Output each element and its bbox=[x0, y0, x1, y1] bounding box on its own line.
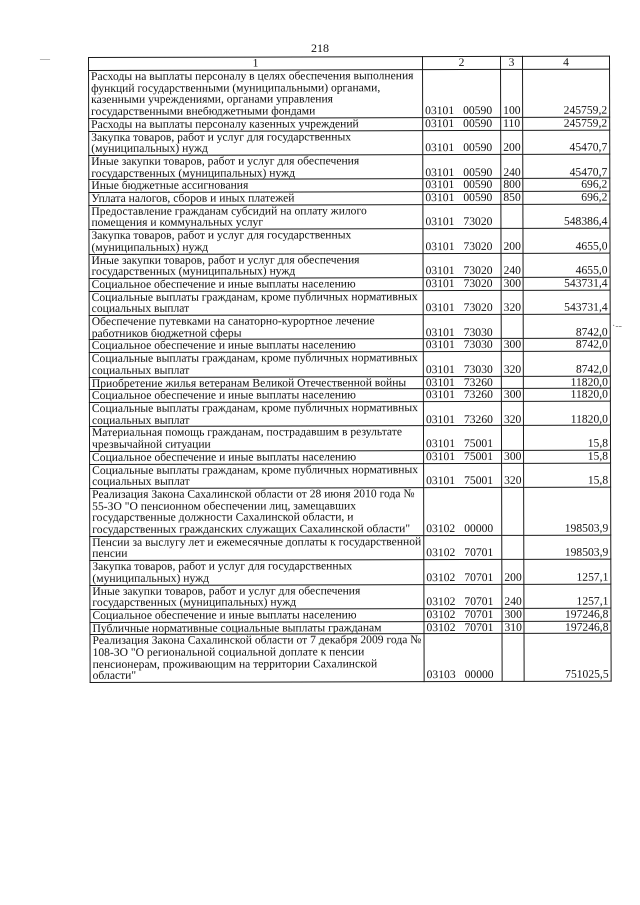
row-csr-part1: 03101 bbox=[425, 388, 455, 402]
row-sum: 8742,0 bbox=[523, 351, 610, 376]
row-target-article bbox=[424, 608, 502, 621]
row-expense-type: 200 bbox=[502, 559, 524, 583]
row-sum: 696,2 bbox=[523, 191, 610, 204]
row-expense-type: 320 bbox=[501, 290, 523, 314]
row-csr-part1: 03101 bbox=[425, 215, 455, 229]
row-target-article bbox=[424, 535, 502, 560]
row-csr-part1: 03102 bbox=[426, 570, 456, 584]
table-row bbox=[89, 351, 610, 377]
row-expense-type: 320 bbox=[502, 463, 524, 487]
row-name: Социальное обеспечение и иные выплаты населению bbox=[89, 389, 423, 403]
row-csr-part1: 03101 bbox=[425, 264, 455, 278]
row-name: Приобретение жилья ветеранам Великой Отечественной войны bbox=[89, 376, 423, 390]
row-name: Пенсии за выслугу лет и ежемесячные доплаты к государственной пенсии bbox=[90, 535, 424, 560]
row-csr-part1: 03101 bbox=[426, 449, 456, 463]
row-target-article bbox=[424, 560, 502, 585]
row-csr-part1: 03102 bbox=[426, 546, 456, 560]
row-csr-part1: 03101 bbox=[425, 141, 455, 155]
row-target-article bbox=[424, 487, 502, 535]
row-csr-part1: 03101 bbox=[425, 362, 455, 376]
row-csr-part2: 00590 bbox=[463, 165, 493, 179]
row-sum: 1257,1 bbox=[524, 584, 611, 609]
row-sum: 548386,4 bbox=[523, 204, 610, 229]
row-sum: 543731,4 bbox=[523, 290, 610, 315]
row-csr-part2: 73020 bbox=[463, 215, 493, 229]
row-expense-type: 300 bbox=[501, 277, 523, 290]
row-csr-part1: 03101 bbox=[426, 474, 456, 488]
row-sum: 751025,5 bbox=[524, 633, 611, 681]
row-target-article bbox=[423, 253, 501, 278]
row-name: Закупка товаров, работ и услуг для государственных (муниципальных) нужд bbox=[89, 229, 423, 254]
row-expense-type: 300 bbox=[501, 389, 523, 402]
row-csr-part1: 03101 bbox=[425, 375, 455, 389]
row-csr-part2: 73030 bbox=[463, 338, 493, 352]
table-row bbox=[90, 487, 611, 536]
row-sum: 1257,1 bbox=[524, 559, 611, 584]
row-csr-part2: 75001 bbox=[463, 437, 493, 451]
row-expense-type: 850 bbox=[501, 191, 523, 204]
row-expense-type: 240 bbox=[502, 584, 524, 608]
row-csr-part2: 00000 bbox=[464, 668, 494, 682]
row-csr-part2: 00000 bbox=[464, 521, 494, 536]
row-csr-part2: 73020 bbox=[463, 239, 493, 253]
table-row bbox=[89, 401, 610, 427]
row-expense-type bbox=[502, 634, 524, 682]
row-expense-type bbox=[502, 535, 524, 559]
row-csr-part2: 00590 bbox=[463, 104, 493, 118]
row-csr-part1: 03101 bbox=[425, 301, 455, 315]
row-name: Социальные выплаты гражданам, кроме публичных нормативных социальных выплат bbox=[89, 290, 423, 315]
row-expense-type: 310 bbox=[502, 621, 524, 634]
row-target-article bbox=[423, 277, 501, 290]
row-expense-type: 800 bbox=[501, 179, 523, 192]
row-sum: 4655,0 bbox=[523, 228, 610, 253]
row-csr-part2: 70701 bbox=[464, 546, 494, 560]
row-sum: 45470,7 bbox=[523, 130, 610, 155]
row-sum: 198503,9 bbox=[524, 487, 611, 535]
row-csr-part1: 03102 bbox=[426, 595, 456, 609]
row-csr-part1: 03101 bbox=[425, 437, 456, 451]
row-csr-part2: 00590 bbox=[463, 141, 493, 155]
row-csr-part1: 03103 bbox=[426, 668, 456, 682]
row-sum: 11820,0 bbox=[523, 388, 610, 401]
row-target-article bbox=[423, 290, 501, 315]
row-sum: 11820,0 bbox=[523, 376, 610, 389]
row-name: Социальное обеспечение и иные выплаты населению bbox=[89, 278, 423, 292]
row-name: Обеспечение путевками на санаторно-курортное лечение работников бюджетной сферы bbox=[89, 315, 423, 340]
row-expense-type bbox=[501, 314, 523, 338]
row-name: Социальное обеспечение и иные выплаты населению bbox=[90, 609, 424, 623]
row-sum: 45470,7 bbox=[523, 154, 610, 179]
table-row bbox=[90, 584, 611, 610]
row-csr-part2: 70701 bbox=[464, 607, 494, 621]
row-target-article bbox=[424, 463, 502, 488]
table-row bbox=[89, 228, 610, 254]
row-csr-part2: 73030 bbox=[463, 325, 493, 339]
table-row bbox=[90, 535, 611, 561]
table-row bbox=[89, 130, 610, 156]
margin-mark-right: ·-- bbox=[612, 321, 622, 332]
row-name: Реализация Закона Сахалинской области от 28 июня 2010 года № 55-ЗО "О пенсионном обеспечении лиц, замещавших государственные должности Сахалинской области, и государственных гражданских служащих Сахалинской области" bbox=[90, 488, 424, 537]
table-row bbox=[89, 426, 610, 452]
row-csr-part1: 03102 bbox=[426, 607, 456, 622]
row-csr-part1: 03101 bbox=[425, 325, 455, 339]
row-sum: 696,2 bbox=[523, 178, 610, 191]
row-sum: 15,8 bbox=[524, 463, 611, 488]
table-row bbox=[90, 463, 611, 489]
row-expense-type bbox=[502, 487, 524, 535]
row-target-article bbox=[424, 634, 502, 682]
row-expense-type: 240 bbox=[501, 253, 523, 277]
row-expense-type: 300 bbox=[501, 339, 523, 352]
row-name: Социальные выплаты гражданам, кроме публичных нормативных социальных выплат bbox=[89, 352, 423, 377]
row-csr-part2: 73030 bbox=[463, 362, 493, 376]
row-csr-part1: 03101 bbox=[425, 191, 455, 205]
row-name: Иные закупки товаров, работ и услуг для обеспечения государственных (муниципальных) нужд bbox=[89, 155, 423, 180]
row-csr-part2: 73260 bbox=[463, 412, 493, 426]
table-row bbox=[89, 253, 610, 279]
row-csr-part2: 00590 bbox=[463, 178, 493, 192]
row-csr-part1: 03101 bbox=[425, 338, 455, 352]
row-csr-part2: 75001 bbox=[464, 474, 494, 488]
row-csr-part1: 03102 bbox=[426, 522, 456, 536]
row-target-article bbox=[423, 376, 501, 389]
row-csr-part2: 75001 bbox=[464, 449, 494, 463]
row-sum: 15,8 bbox=[523, 426, 610, 451]
table-row bbox=[89, 314, 610, 340]
row-target-article bbox=[423, 339, 501, 352]
row-name: Реализация Закона Сахалинской области от 7 декабря 2009 года № 108-ЗО "О региональной социальной доплате к пенсии пенсионерам, проживающим на территории Сахалинской области" bbox=[90, 634, 424, 683]
row-target-article bbox=[423, 401, 501, 426]
row-name: Иные закупки товаров, работ и услуг для обеспечения государственных (муниципальных) нужд bbox=[90, 584, 424, 609]
row-expense-type bbox=[501, 426, 523, 450]
budget-table bbox=[88, 56, 612, 684]
row-sum: 11820,0 bbox=[523, 401, 610, 426]
row-csr-part1: 03101 bbox=[425, 412, 455, 426]
row-sum: 15,8 bbox=[524, 450, 611, 463]
table-body bbox=[89, 69, 612, 683]
row-csr-part1: 03101 bbox=[425, 178, 455, 192]
row-sum: 543731,4 bbox=[523, 277, 610, 290]
row-sum: 197246,8 bbox=[524, 621, 611, 634]
row-csr-part2: 73260 bbox=[463, 375, 493, 389]
row-target-article bbox=[423, 389, 501, 402]
row-expense-type: 300 bbox=[502, 450, 524, 463]
row-sum: 245759,2 bbox=[523, 69, 610, 117]
row-expense-type: 240 bbox=[501, 154, 523, 178]
row-name: Социальные выплаты гражданам, кроме публичных нормативных социальных выплат bbox=[90, 463, 424, 488]
row-csr-part1: 03101 bbox=[425, 165, 455, 179]
row-sum: 4655,0 bbox=[523, 253, 610, 278]
row-csr-part2: 73260 bbox=[463, 388, 493, 402]
row-name: Уплата налогов, сборов и иных платежей bbox=[89, 192, 423, 206]
row-expense-type: 100 bbox=[501, 69, 523, 117]
row-name: Расходы на выплаты персоналу в целях обеспечения выполнения функций государственными (муниципальными) органами, казенными учреждениями, органами управления государственными внебюджетными фондами bbox=[89, 70, 423, 119]
row-expense-type bbox=[501, 376, 523, 389]
row-expense-type: 300 bbox=[502, 608, 524, 621]
row-expense-type bbox=[501, 204, 523, 228]
table-row bbox=[90, 559, 611, 585]
row-csr-part1: 03101 bbox=[425, 239, 455, 253]
header-cell: 3 bbox=[500, 56, 522, 69]
row-target-article bbox=[423, 117, 501, 130]
row-name: Социальное обеспечение и иные выплаты населению bbox=[90, 450, 424, 464]
row-csr-part2: 70701 bbox=[464, 570, 494, 584]
row-target-article bbox=[424, 621, 502, 634]
row-name: Публичные нормативные социальные выплаты гражданам bbox=[90, 621, 424, 635]
table-row bbox=[89, 69, 610, 118]
row-csr-part2: 73020 bbox=[463, 301, 493, 315]
row-target-article bbox=[423, 314, 501, 339]
row-target-article bbox=[424, 450, 502, 463]
row-csr-part2: 00590 bbox=[463, 116, 493, 130]
row-name: Социальные выплаты гражданам, кроме публичных нормативных социальных выплат bbox=[89, 402, 423, 427]
row-csr-part1: 03101 bbox=[425, 116, 455, 130]
header-cell: 1 bbox=[89, 57, 423, 71]
row-csr-part1: 03101 bbox=[425, 276, 455, 291]
row-csr-part1: 03102 bbox=[426, 620, 456, 634]
row-name: Социальное обеспечение и иные выплаты населению bbox=[89, 339, 423, 353]
row-name: Материальная помощь гражданам, пострадавшим в результате чрезвычайной ситуации bbox=[89, 426, 423, 451]
row-expense-type: 320 bbox=[501, 401, 523, 425]
row-target-article bbox=[424, 584, 502, 609]
table-row bbox=[89, 204, 610, 230]
row-csr-part2: 73020 bbox=[463, 264, 493, 278]
row-target-article bbox=[423, 69, 501, 117]
row-csr-part2: 73020 bbox=[463, 276, 493, 290]
row-name: Иные бюджетные ассигнования bbox=[89, 179, 423, 193]
row-csr-part2: 00590 bbox=[463, 190, 493, 205]
row-expense-type: 200 bbox=[501, 229, 523, 253]
row-csr-part2: 70701 bbox=[464, 620, 494, 634]
row-target-article bbox=[423, 179, 501, 192]
row-sum: 8742,0 bbox=[523, 339, 610, 352]
table-row bbox=[89, 290, 610, 316]
row-sum: 245759,2 bbox=[523, 117, 610, 130]
row-expense-type: 110 bbox=[501, 117, 523, 130]
table-row bbox=[90, 633, 611, 682]
row-target-article bbox=[423, 352, 501, 377]
page-number: 218 bbox=[311, 41, 329, 55]
row-target-article bbox=[423, 191, 501, 204]
row-sum: 197246,8 bbox=[524, 608, 611, 621]
header-cell: 2 bbox=[423, 56, 501, 69]
row-name: Иные закупки товаров, работ и услуг для обеспечения государственных (муниципальных) нужд bbox=[89, 253, 423, 278]
row-name: Предоставление гражданам субсидий на оплату жилого помещения и коммунальных услуг bbox=[89, 204, 423, 229]
row-name: Закупка товаров, работ и услуг для государственных (муниципальных) нужд bbox=[89, 130, 423, 155]
row-expense-type: 320 bbox=[501, 352, 523, 376]
header-cell: 4 bbox=[522, 56, 609, 69]
row-csr-part1: 03101 bbox=[425, 104, 455, 118]
row-target-article bbox=[423, 204, 501, 229]
row-target-article bbox=[423, 154, 501, 179]
row-sum: 198503,9 bbox=[524, 535, 611, 560]
row-name: Расходы на выплаты персоналу казенных учреждений bbox=[89, 117, 423, 131]
margin-mark-left: — bbox=[40, 54, 50, 65]
row-target-article bbox=[423, 130, 501, 155]
row-expense-type: 200 bbox=[501, 130, 523, 154]
table-row bbox=[89, 154, 610, 180]
row-name: Закупка товаров, работ и услуг для государственных (муниципальных) нужд bbox=[90, 560, 424, 585]
row-target-article bbox=[423, 229, 501, 254]
row-target-article bbox=[423, 426, 501, 451]
row-sum: 8742,0 bbox=[523, 314, 610, 339]
row-csr-part2: 70701 bbox=[464, 595, 494, 609]
